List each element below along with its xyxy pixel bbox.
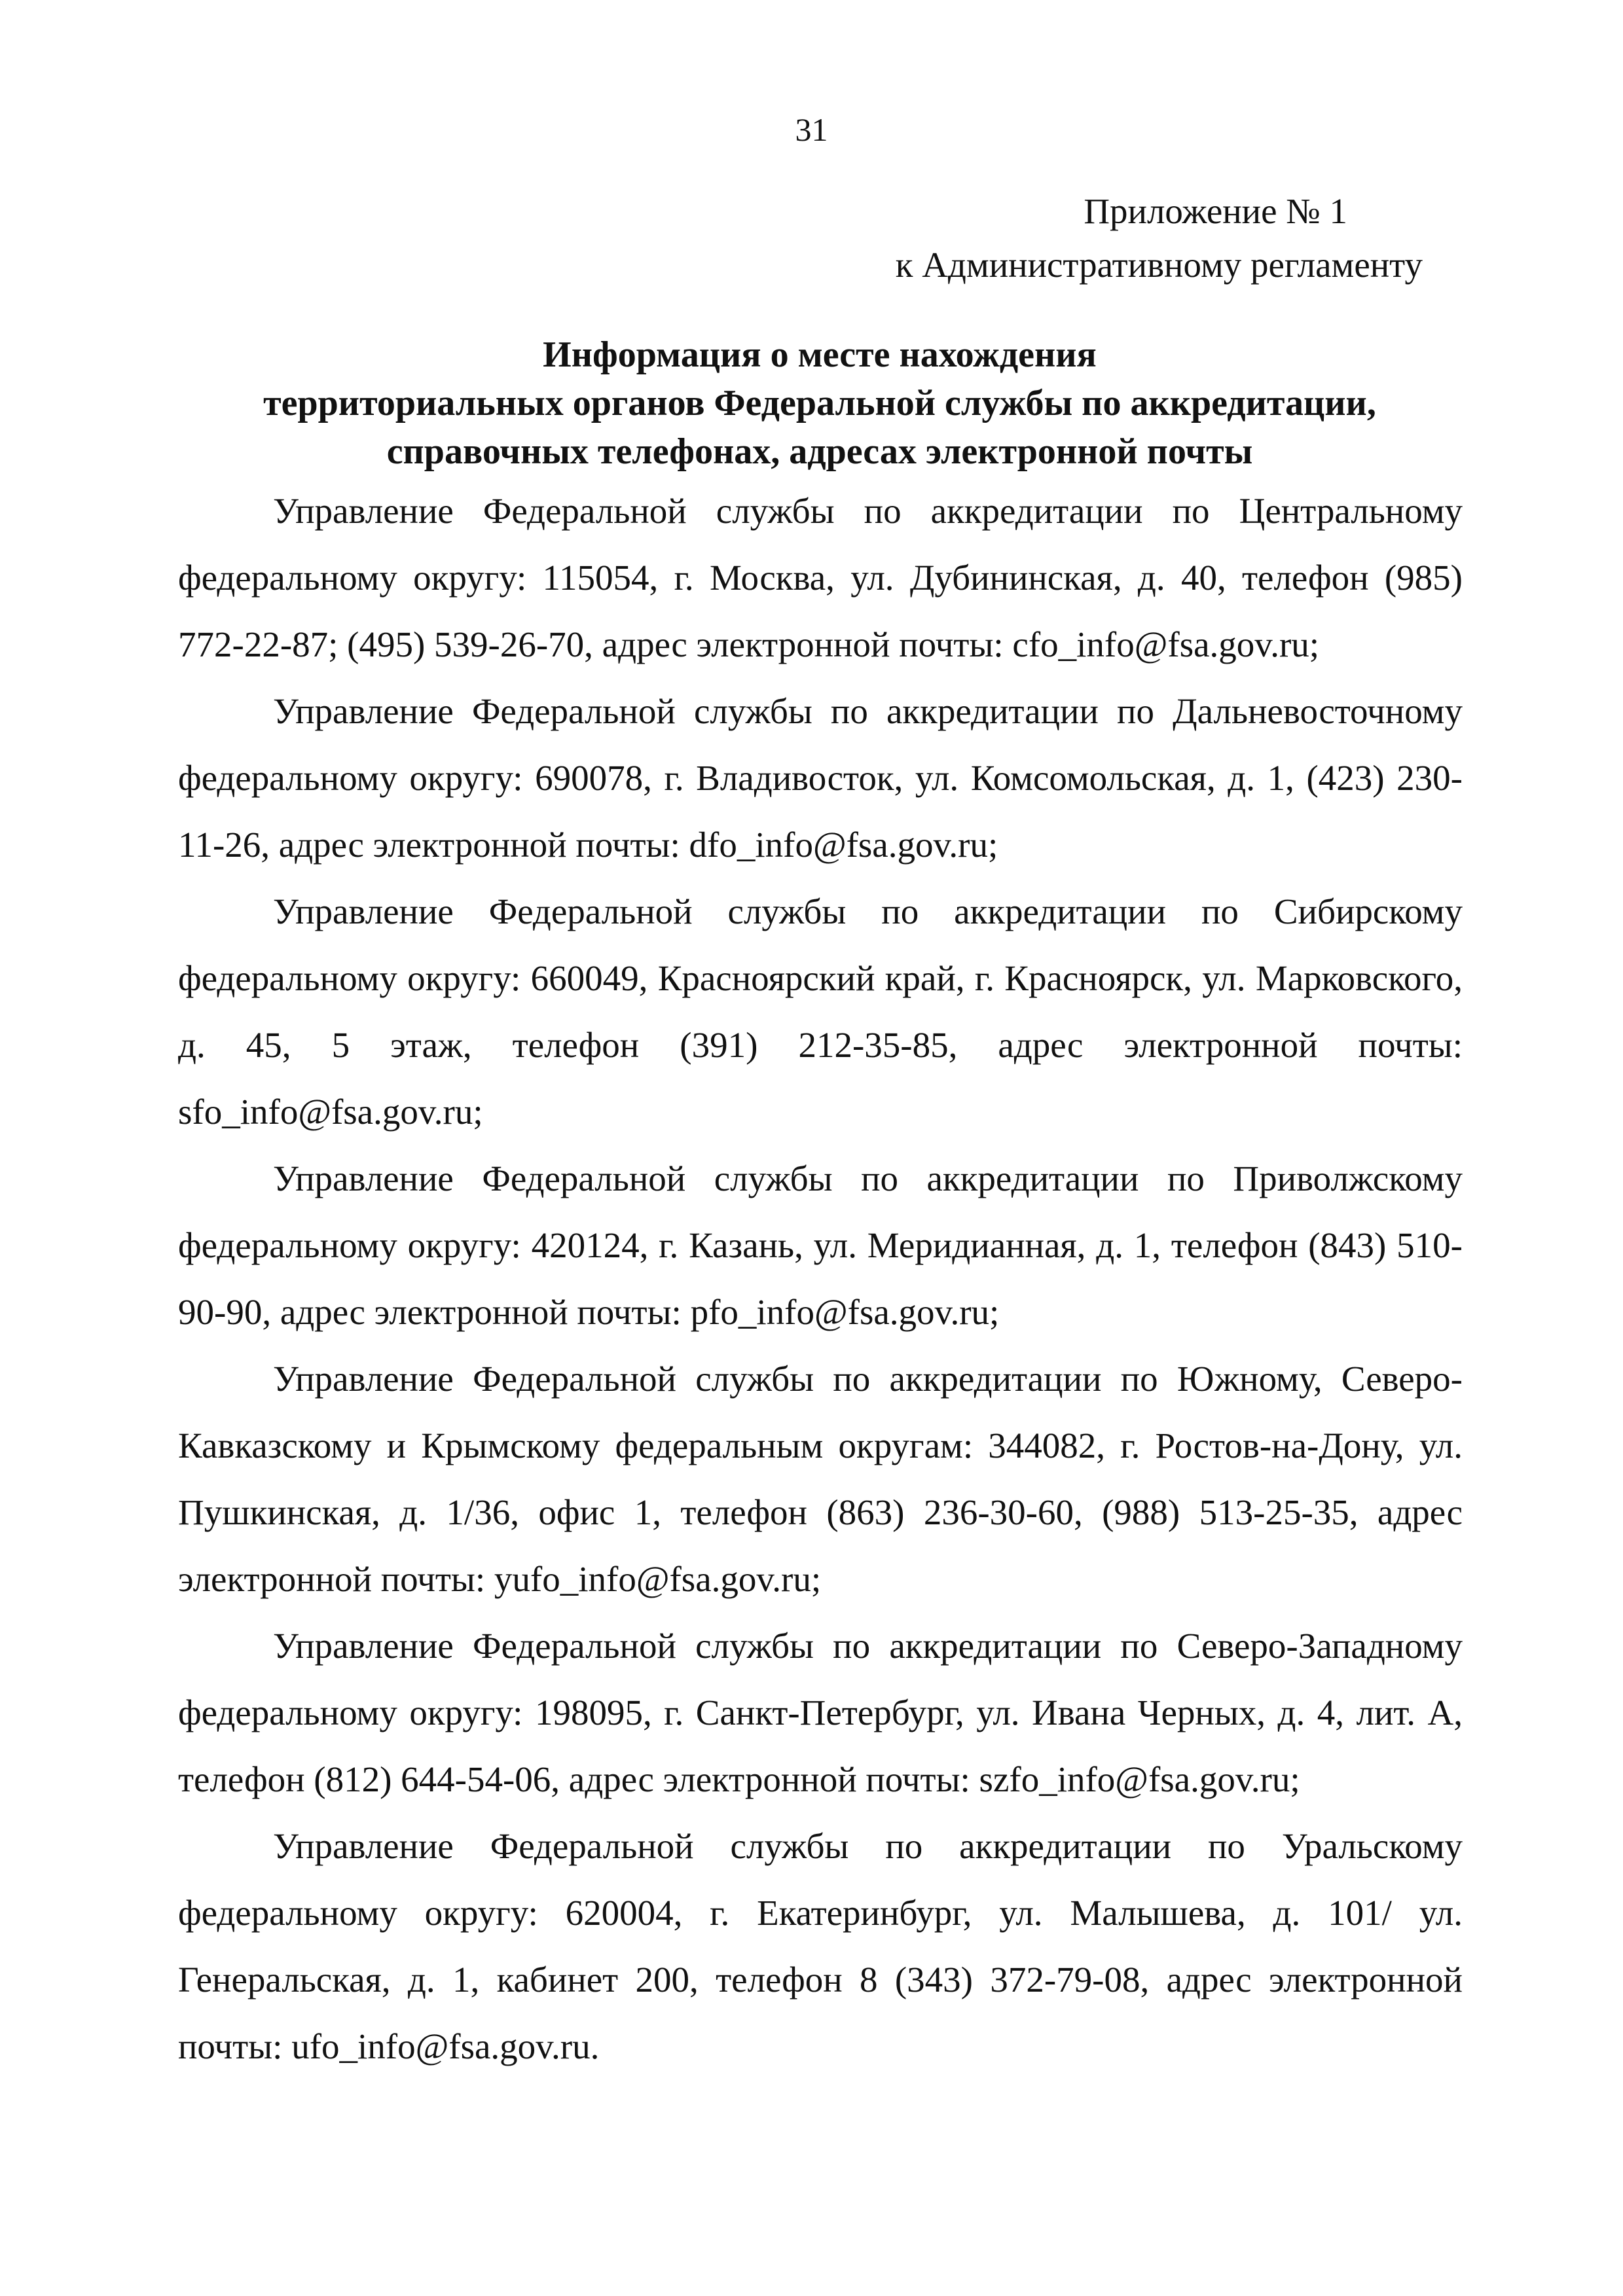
office-entry-volga: Управление Федеральной службы по аккредитации по Приволжскому федеральному округу: 420124, г. Казань, ул. Меридианная, д. 1, телефон (843) 510-90-90, адрес электронной почты: pfo_info@fsa.gov.ru; (178, 1158, 1463, 1332)
office-entry-central: Управление Федеральной службы по аккредитации по Центральному федеральному округу: 115054, г. Москва, ул. Дубининская, д. 40, телефон (985) 772-22-87; (495) 539-26-70, адрес электронной почты: cfo_info@fsa.gov.ru; (178, 491, 1463, 664)
title-line-3: справочных телефонах, адресах электронной почты (386, 431, 1253, 472)
appendix-header (896, 185, 1423, 292)
office-list (178, 478, 1463, 2080)
document-title (178, 331, 1461, 476)
office-entry-southern: Управление Федеральной службы по аккредитации по Южному, Северо-Кавказскому и Крымскому федеральным округам: 344082, г. Ростов-на-Дону, ул. Пушкинская, д. 1/36, офис 1, телефон (863) 236-30-60, (988) 513-25-35, адрес электронной почты: yufo_info@fsa.gov.ru; (178, 1359, 1463, 1599)
page-number: 31 (795, 111, 828, 148)
office-entry-ural: Управление Федеральной службы по аккредитации по Уральскому федеральному округу: 620004, г. Екатеринбург, ул. Малышева, д. 101/ ул. Генеральская, д. 1, кабинет 200, телефон 8 (343) 372-79-08, адрес электронной почты: ufo_info@fsa.gov.ru. (178, 1826, 1463, 2066)
appendix-number: Приложение № 1 (1084, 191, 1347, 231)
title-line-1: Информация о месте нахождения (543, 334, 1097, 375)
office-entry-far-east: Управление Федеральной службы по аккредитации по Дальневосточному федеральному округу: 690078, г. Владивосток, ул. Комсомольская, д. 1, (423) 230-11-26, адрес электронной почты: dfo_info@fsa.gov.ru; (178, 691, 1463, 865)
office-entry-siberian: Управление Федеральной службы по аккредитации по Сибирскому федеральному округу: 660049, Красноярский край, г. Красноярск, ул. Марковского, д. 45, 5 этаж, телефон (391) 212-35-85, адрес электронной почты: sfo_info@fsa.gov.ru; (178, 891, 1463, 1132)
title-line-2: территориальных органов Федеральной службы по аккредитации, (263, 383, 1376, 423)
office-entry-northwestern: Управление Федеральной службы по аккредитации по Северо-Западному федеральному округу: 198095, г. Санкт-Петербург, ул. Ивана Черных, д. 4, лит. А, телефон (812) 644-54-06, адрес электронной почты: szfo_info@fsa.gov.ru; (178, 1626, 1463, 1799)
appendix-reference: к Административному регламенту (895, 245, 1423, 285)
